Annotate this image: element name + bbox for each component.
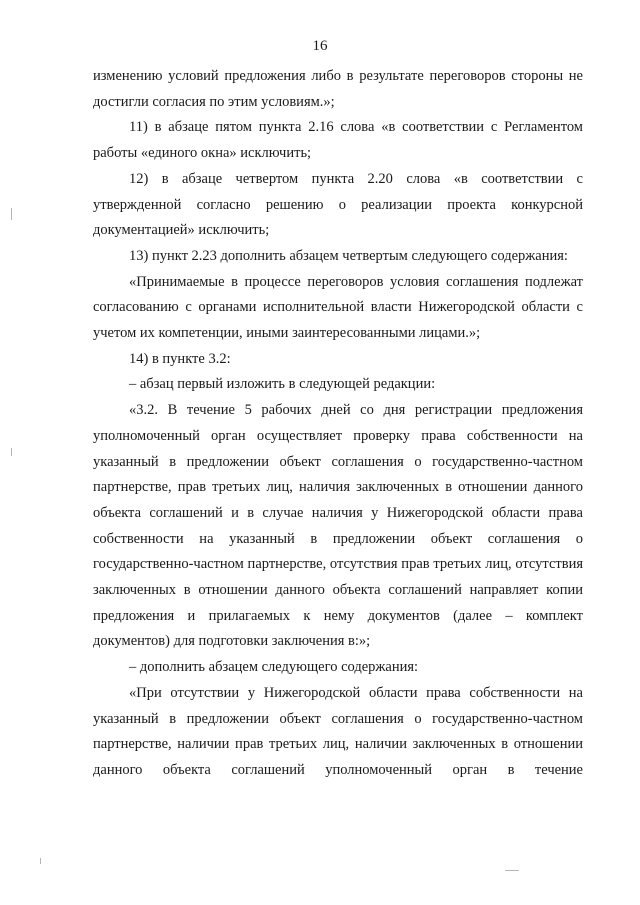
paragraph-item-14-a: – абзац первый изложить в следующей редакции:	[129, 376, 436, 393]
paragraph-continuation: изменению условий предложения либо в результате переговоров стороны не достигли согласия по этим условиям.»;	[93, 68, 583, 110]
scan-mark-left-lower	[11, 448, 12, 456]
page-number: 16	[312, 38, 328, 54]
scan-mark-bottom-left	[40, 858, 41, 864]
scan-mark-bottom	[505, 870, 519, 871]
paragraph-quote-3: «При отсутствии у Нижегородской области права собственности на указанный в предложении объект соглашения о государственно-частном партнерстве, наличии прав третьих лиц, наличии заключенных в отношении данного объекта соглашений уполномоченный орган в течение	[93, 684, 583, 778]
paragraph-item-14: 14) в пункте 3.2:	[129, 350, 231, 367]
document-body	[93, 64, 583, 784]
paragraph-quote-1: «Принимаемые в процессе переговоров условия соглашения подлежат согласованию с органами исполнительной власти Нижегородской области с учетом их компетенции, иными заинтересованными лицами.»;	[93, 273, 583, 342]
paragraph-item-14-b: – дополнить абзацем следующего содержания:	[129, 659, 419, 676]
scan-mark-left	[11, 208, 12, 220]
paragraph-quote-2: «3.2. В течение 5 рабочих дней со дня регистрации предложения уполномоченный орган осуществляет проверку права собственности на указанный в предложении объект соглашения о государственно-частном партнерстве, прав третьих лиц, наличия заключенных в отношении данного объекта соглашений и в случае наличия у Нижегородской области права собственности на указанный в предложении объект соглашения о государственно-частном партнерстве, отсутствия прав третьих лиц, отсутствия заключенных в отношении данного объекта соглашений направляет копии предложения и прилагаемых к нему документов (далее – комплект документов) для подготовки заключения в:»;	[93, 402, 583, 650]
paragraph-item-13: 13) пункт 2.23 дополнить абзацем четвертым следующего содержания:	[129, 247, 568, 264]
paragraph-item-11: 11) в абзаце пятом пункта 2.16 слова «в соответствии с Регламентом работы «единого окна» исключить;	[93, 119, 583, 162]
paragraph-item-12: 12) в абзаце четвертом пункта 2.20 слова «в соответствии с утвержденной согласно решению о реализации проекта конкурсной документацией» исключить;	[93, 170, 583, 239]
